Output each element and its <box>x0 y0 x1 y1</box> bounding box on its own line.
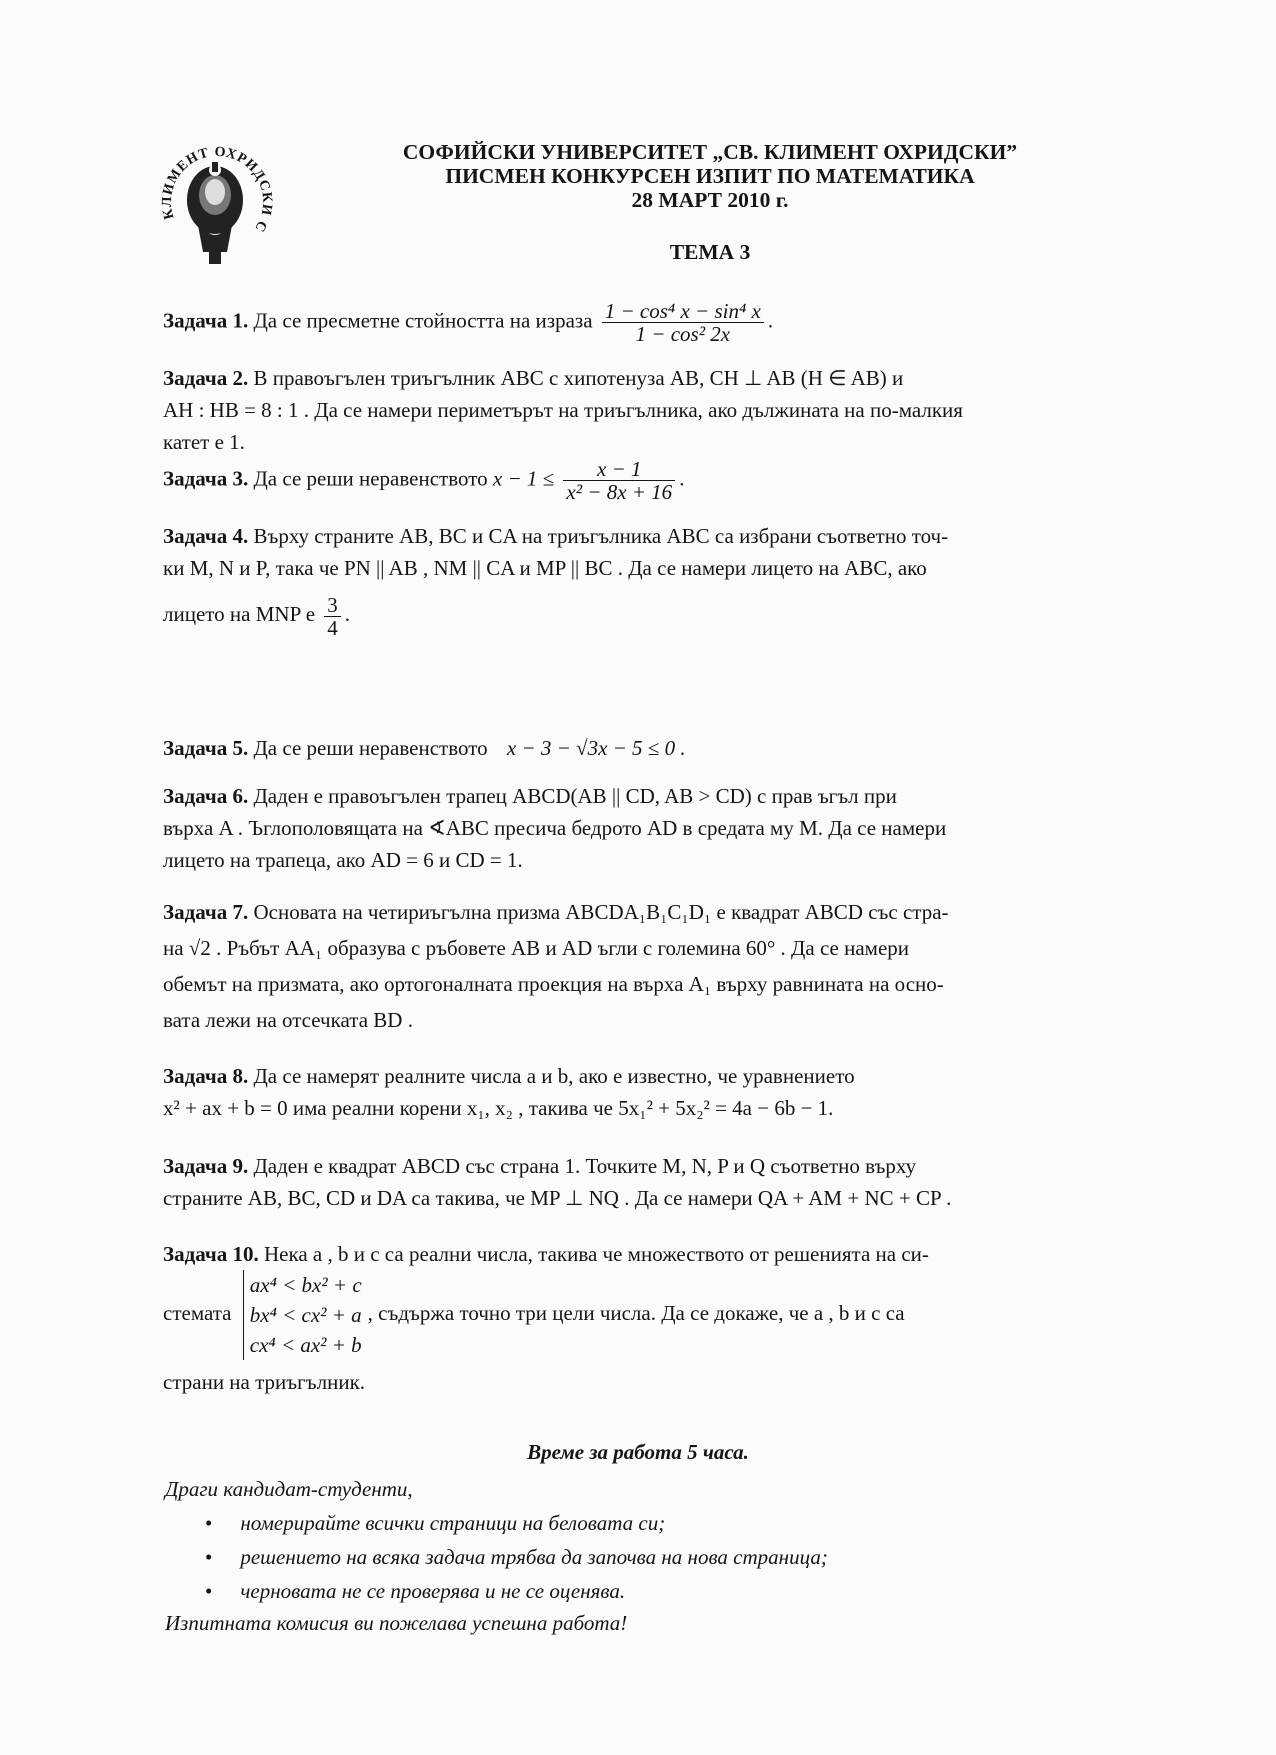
greeting: Драги кандидат-студенти, <box>165 1477 413 1501</box>
task-text: Да се реши неравенството <box>253 736 488 760</box>
exam-title: ПИСМЕН КОНКУРСЕН ИЗПИТ ПО МАТЕМАТИКА <box>445 164 975 188</box>
task-text: Да се реши неравенството <box>253 466 488 491</box>
bullet-item: • решението на всяка задача трябва да започва на нова страница; <box>205 1545 828 1569</box>
task-8 <box>163 1060 1123 1124</box>
university-seal <box>152 140 280 280</box>
inequality-lhs: x − 1 ≤ <box>492 466 555 491</box>
task-line: ки M, N и P, така че PN || AB , NM || CA и MP || BC . Да се намери лицето на ABC, ако <box>163 556 927 580</box>
punct: . <box>767 308 774 333</box>
closing-wish: Изпитната комисия ви пожелава успешна работа! <box>165 1611 628 1635</box>
task-line: на √2 . Ръбът AA₁ образува с ръбовете AB и AD ъгли с големина 60° . Да се намери <box>163 936 910 960</box>
numerator: 3 <box>324 594 341 617</box>
task-10 <box>163 1238 1123 1398</box>
bullet-item: • номерирайте всички страници на беловата си; <box>205 1511 666 1535</box>
task-line: Да се намерят реалните числа a и b, ако е известно, че уравнението <box>253 1064 855 1088</box>
bullet-text: номерирайте всички страници на беловата си; <box>240 1511 666 1535</box>
exam-date: 28 МАРТ 2010 г. <box>631 188 789 212</box>
fraction <box>602 300 764 345</box>
university-title: СОФИЙСКИ УНИВЕРСИТЕТ „СВ. КЛИМЕНТ ОХРИДСКИ” <box>402 140 1018 164</box>
task-label: Задача 3. <box>163 466 249 491</box>
task-label: Задача 7. <box>163 900 249 924</box>
bullet-item: • черновата не се проверява и не се оценява. <box>205 1579 626 1603</box>
task-line: Основата на четириъгълна призма ABCDA₁B₁C₁D₁ е квадрат ABCD със стра- <box>253 900 949 924</box>
task-label: Задача 10. <box>163 1242 259 1266</box>
system-row: ax⁴ < bx² + c <box>249 1273 362 1297</box>
system-row: cx⁴ < ax² + b <box>249 1333 362 1357</box>
task-line: Нека a , b и c са реални числа, такива че множеството от решенията на си- <box>263 1242 929 1266</box>
task-label: Задача 8. <box>163 1064 249 1088</box>
task-1 <box>163 300 1123 345</box>
task-6 <box>163 780 1123 876</box>
task-2 <box>163 362 1123 458</box>
seal-text: КЛИМЕНТ ОХРИДСКИ С <box>160 144 275 235</box>
task-3 <box>163 458 1123 503</box>
task-label: Задача 9. <box>163 1154 249 1178</box>
task-line: вата лежи на отсечката BD . <box>163 1008 413 1032</box>
task-4 <box>163 520 1123 639</box>
bullet-text: черновата не се проверява и не се оценява. <box>240 1579 626 1603</box>
task-line: обемът на призмата, ако ортогоналната проекция на върха A₁ върху равнината на осно- <box>163 972 944 996</box>
task-line: Даден е правоъгълен трапец ABCD(AB || CD, AB > CD) с прав ъгъл при <box>253 784 897 808</box>
task-label: Задача 2. <box>163 366 249 390</box>
task-line: В правоъгълен триъгълник ABC с хипотенуза AB, CH ⊥ AB (H ∈ AB) и <box>253 366 904 390</box>
numerator: 1 − cos⁴ x − sin⁴ x <box>602 300 764 323</box>
fraction <box>324 594 341 639</box>
equation-system <box>243 1270 362 1360</box>
task-text: , съдържа точно три цели числа. Да се докаже, че a , b и c са <box>367 1300 905 1325</box>
topic-title: ТЕМА 3 <box>669 240 751 264</box>
task-line: Върху страните AB, BC и CA на триъгълника ABC са избрани съответно точ- <box>253 524 949 548</box>
fraction <box>563 458 675 503</box>
task-line: катет е 1. <box>163 430 245 454</box>
task-line: x² + ax + b = 0 има реални корени x₁, x₂ , такива че 5x₁² + 5x₂² = 4a − 6b − 1. <box>163 1096 834 1120</box>
task-label: Задача 6. <box>163 784 249 808</box>
system-row: bx⁴ < cx² + a <box>249 1303 362 1327</box>
task-line: страни на триъгълник. <box>163 1370 366 1394</box>
time-note: Време за работа 5 часа. <box>527 1440 749 1464</box>
bullet-text: решението на всяка задача трябва да започва на нова страница; <box>240 1545 828 1569</box>
task-label: Задача 5. <box>163 736 249 760</box>
punct: . <box>679 466 685 491</box>
numerator: x − 1 <box>563 458 675 481</box>
task-line: AH : HB = 8 : 1 . Да се намери периметърът на триъгълника, ако дължината на по-малкия <box>163 398 963 422</box>
task-9 <box>163 1150 1123 1214</box>
task-text: стемата <box>163 1300 232 1325</box>
denominator: x² − 8x + 16 <box>566 480 673 504</box>
task-label: Задача 4. <box>163 524 249 548</box>
task-5 <box>163 732 1123 764</box>
task-line: върха A . Ъглополовящата на ∢ABC пресича бедрото AD в средата му M. Да се намери <box>163 816 947 840</box>
task-line: Даден е квадрат ABCD със страна 1. Точките M, N, P и Q съответно върху <box>253 1154 917 1178</box>
task-line: лицето на MNP е <box>163 602 316 626</box>
task-label: Задача 1. <box>163 308 249 333</box>
denominator: 1 − cos² 2x <box>635 322 731 346</box>
denominator: 4 <box>327 615 338 640</box>
task-line: лицето на трапеца, ако AD = 6 и CD = 1. <box>163 848 523 872</box>
inequality: x − 3 − √3x − 5 ≤ 0 . <box>506 736 686 760</box>
task-text: Да се пресметне стойността на израза <box>253 308 593 333</box>
punct: . <box>344 602 351 626</box>
task-7 <box>163 894 1123 1038</box>
task-line: страните AB, BC, CD и DA са такива, че MP ⊥ NQ . Да се намери QA + AM + NC + CP . <box>163 1186 952 1210</box>
